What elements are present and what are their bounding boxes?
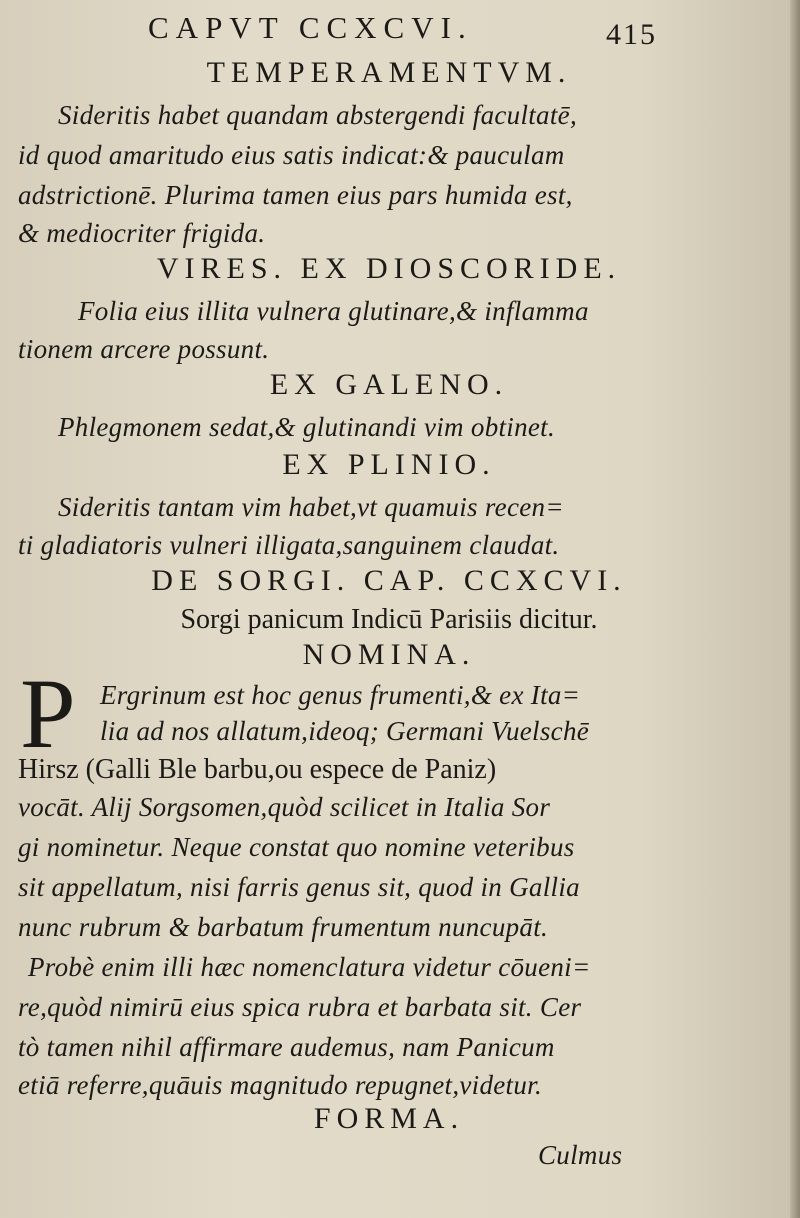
text-line: id quod amaritudo eius satis indicat:& pauculam [18, 140, 565, 170]
text-line: Phlegmonem sedat,& glutinandi vim obtinet. [58, 412, 556, 442]
text-line: Hirsz (Galli Ble barbu,ou espece de Paniz) [18, 754, 497, 785]
text-line: adstrictionē. Plurima tamen eius pars humida est, [18, 180, 573, 210]
text-line: Sideritis tantam vim habet,vt quamuis recen= [58, 492, 564, 522]
text-line: Culmus [538, 1140, 623, 1170]
text-line: ti gladiatoris vulneri illigata,sanguinem claudat. [18, 530, 560, 560]
section-heading: TEMPERAMENTVM. [206, 56, 572, 89]
text-line: nunc rubrum & barbatum frumentum nuncupāt. [18, 912, 549, 942]
text-line: lia ad nos allatum,ideoq; Germani Vuelschē [100, 716, 590, 746]
page-edge [790, 0, 800, 1218]
text-line: & mediocriter frigida. [18, 218, 266, 248]
text-line: sit appellatum, nisi farris genus sit, quod in Gallia [18, 872, 580, 902]
text-line: gi nominetur. Neque constat quo nomine veteribus [18, 832, 575, 862]
text-line: etiā referre,quāuis magnitudo repugnet,videtur. [18, 1070, 543, 1100]
section-heading: FORMA. [313, 1102, 465, 1135]
text-line: vocāt. Alij Sorgsomen,quòd scilicet in Italia Sor [18, 792, 551, 822]
text-line: tò tamen nihil affirmare audemus, nam Panicum [18, 1032, 555, 1062]
text-line: tionem arcere possunt. [18, 334, 270, 364]
section-heading: EX PLINIO. [282, 448, 496, 481]
text-line: re,quòd nimirū eius spica rubra et barbata sit. Cer [18, 992, 582, 1022]
section-heading: EX GALENO. [269, 368, 509, 401]
drop-cap: P [20, 658, 76, 769]
section-heading: VIRES. EX DIOSCORIDE. [156, 252, 622, 285]
text-line: Ergrinum est hoc genus frumenti,& ex Ita= [100, 680, 581, 710]
text-line: Sideritis habet quandam abstergendi facultatē, [58, 100, 577, 130]
section-heading: NOMINA. [302, 638, 476, 671]
text-line: Sorgi panicum Indicū Parisiis dicitur. [180, 604, 598, 635]
section-heading: DE SORGI. CAP. CCXCVI. [151, 564, 627, 597]
text-line: Probè enim illi hæc nomenclatura videtur cōueni= [28, 952, 591, 982]
running-title: CAPVT CCXCVI. [148, 10, 473, 45]
page-number: 415 [606, 18, 657, 51]
text-line: Folia eius illita vulnera glutinare,& inflamma [78, 296, 589, 326]
